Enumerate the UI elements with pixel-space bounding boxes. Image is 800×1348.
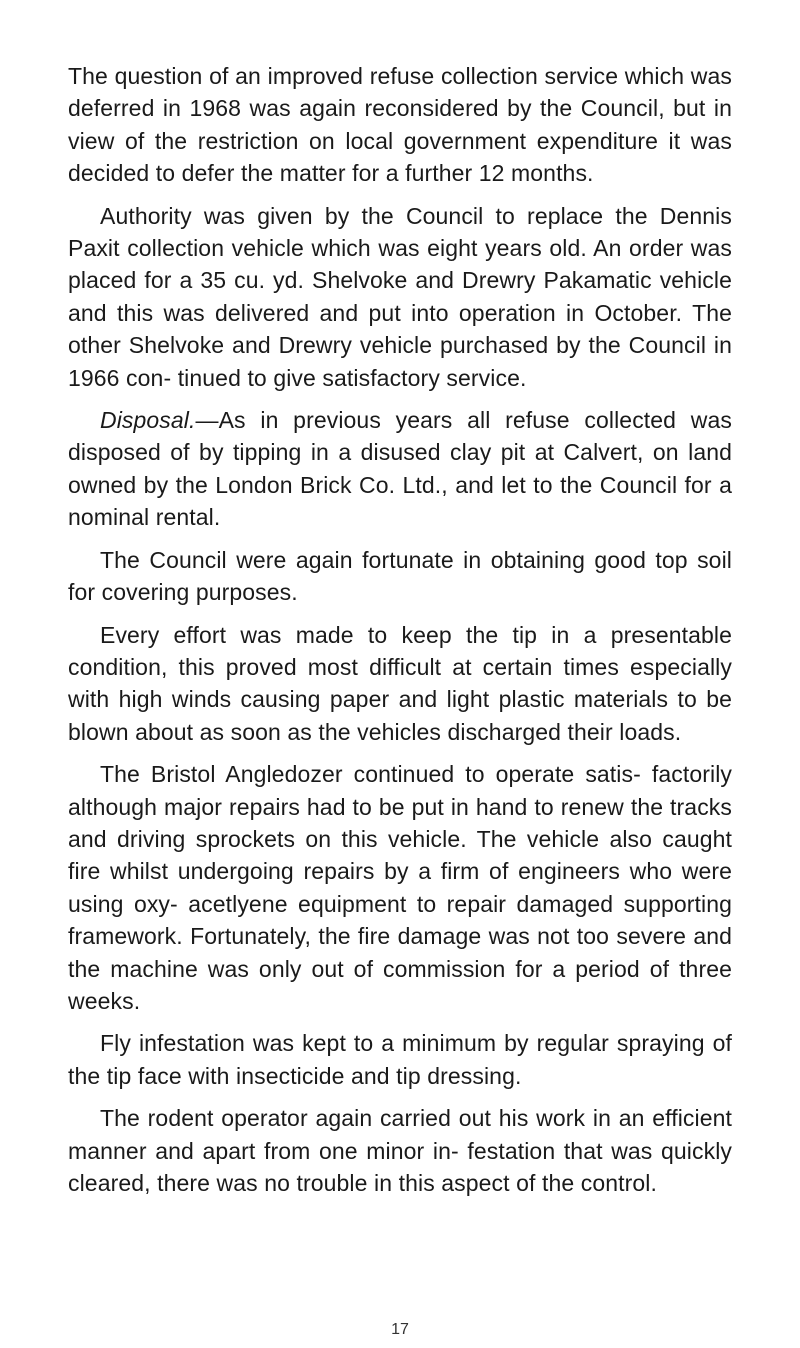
paragraph-tip-condition: Every effort was made to keep the tip in a presentable condition, this proved most difficult at certain times especially with high winds causing paper and light plastic materials to be blown about as soon as the vehicles discharged their loads.	[68, 621, 732, 745]
paragraph-vehicle-replacement: Authority was given by the Council to replace the Dennis Paxit collection vehicle which was eight years old. An order was placed for a 35 cu. yd. Shelvoke and Drewry Pakamatic vehicle and this was delivered and put into operation in October. The other Shelvoke and Drewry vehicle purchased by the Council in 1966 con- tinued to give satisfactory service.	[68, 202, 732, 391]
document-page	[68, 60, 732, 1209]
disposal-text: —As in previous years all refuse collected was disposed of by tipping in a disused clay pit at Calvert, on land owned by the London Brick Co. Ltd., and let to the Council for a nominal rental.	[68, 407, 732, 531]
paragraph-refuse-collection-deferred: The question of an improved refuse collection service which was deferred in 1968 was again reconsidered by the Council, but in view of the restriction on local government expenditure it was decided to defer the matter for a further 12 months.	[68, 63, 732, 187]
paragraph-angledozer: The Bristol Angledozer continued to operate satis- factorily although major repairs had to be put in hand to renew the tracks and driving sprockets on this vehicle. The vehicle also caught fire whilst undergoing repairs by a firm of engineers who were using oxy- acetlyene equipment to repair damaged supporting framework. Fortunately, the fire damage was not too severe and the machine was only out of commission for a period of three weeks.	[68, 761, 732, 1014]
page-number: 17	[391, 1321, 409, 1338]
paragraph-top-soil: The Council were again fortunate in obtaining good top soil for covering purposes.	[68, 546, 732, 606]
paragraph-fly-infestation: Fly infestation was kept to a minimum by regular spraying of the tip face with insecticide and tip dressing.	[68, 1030, 732, 1089]
paragraph-disposal	[68, 404, 732, 534]
disposal-heading: Disposal.	[100, 407, 196, 434]
paragraph-rodent-control: The rodent operator again carried out his work in an efficient manner and apart from one minor in- festation that was quickly cleared, there was no trouble in this aspect of the control.	[68, 1105, 732, 1196]
